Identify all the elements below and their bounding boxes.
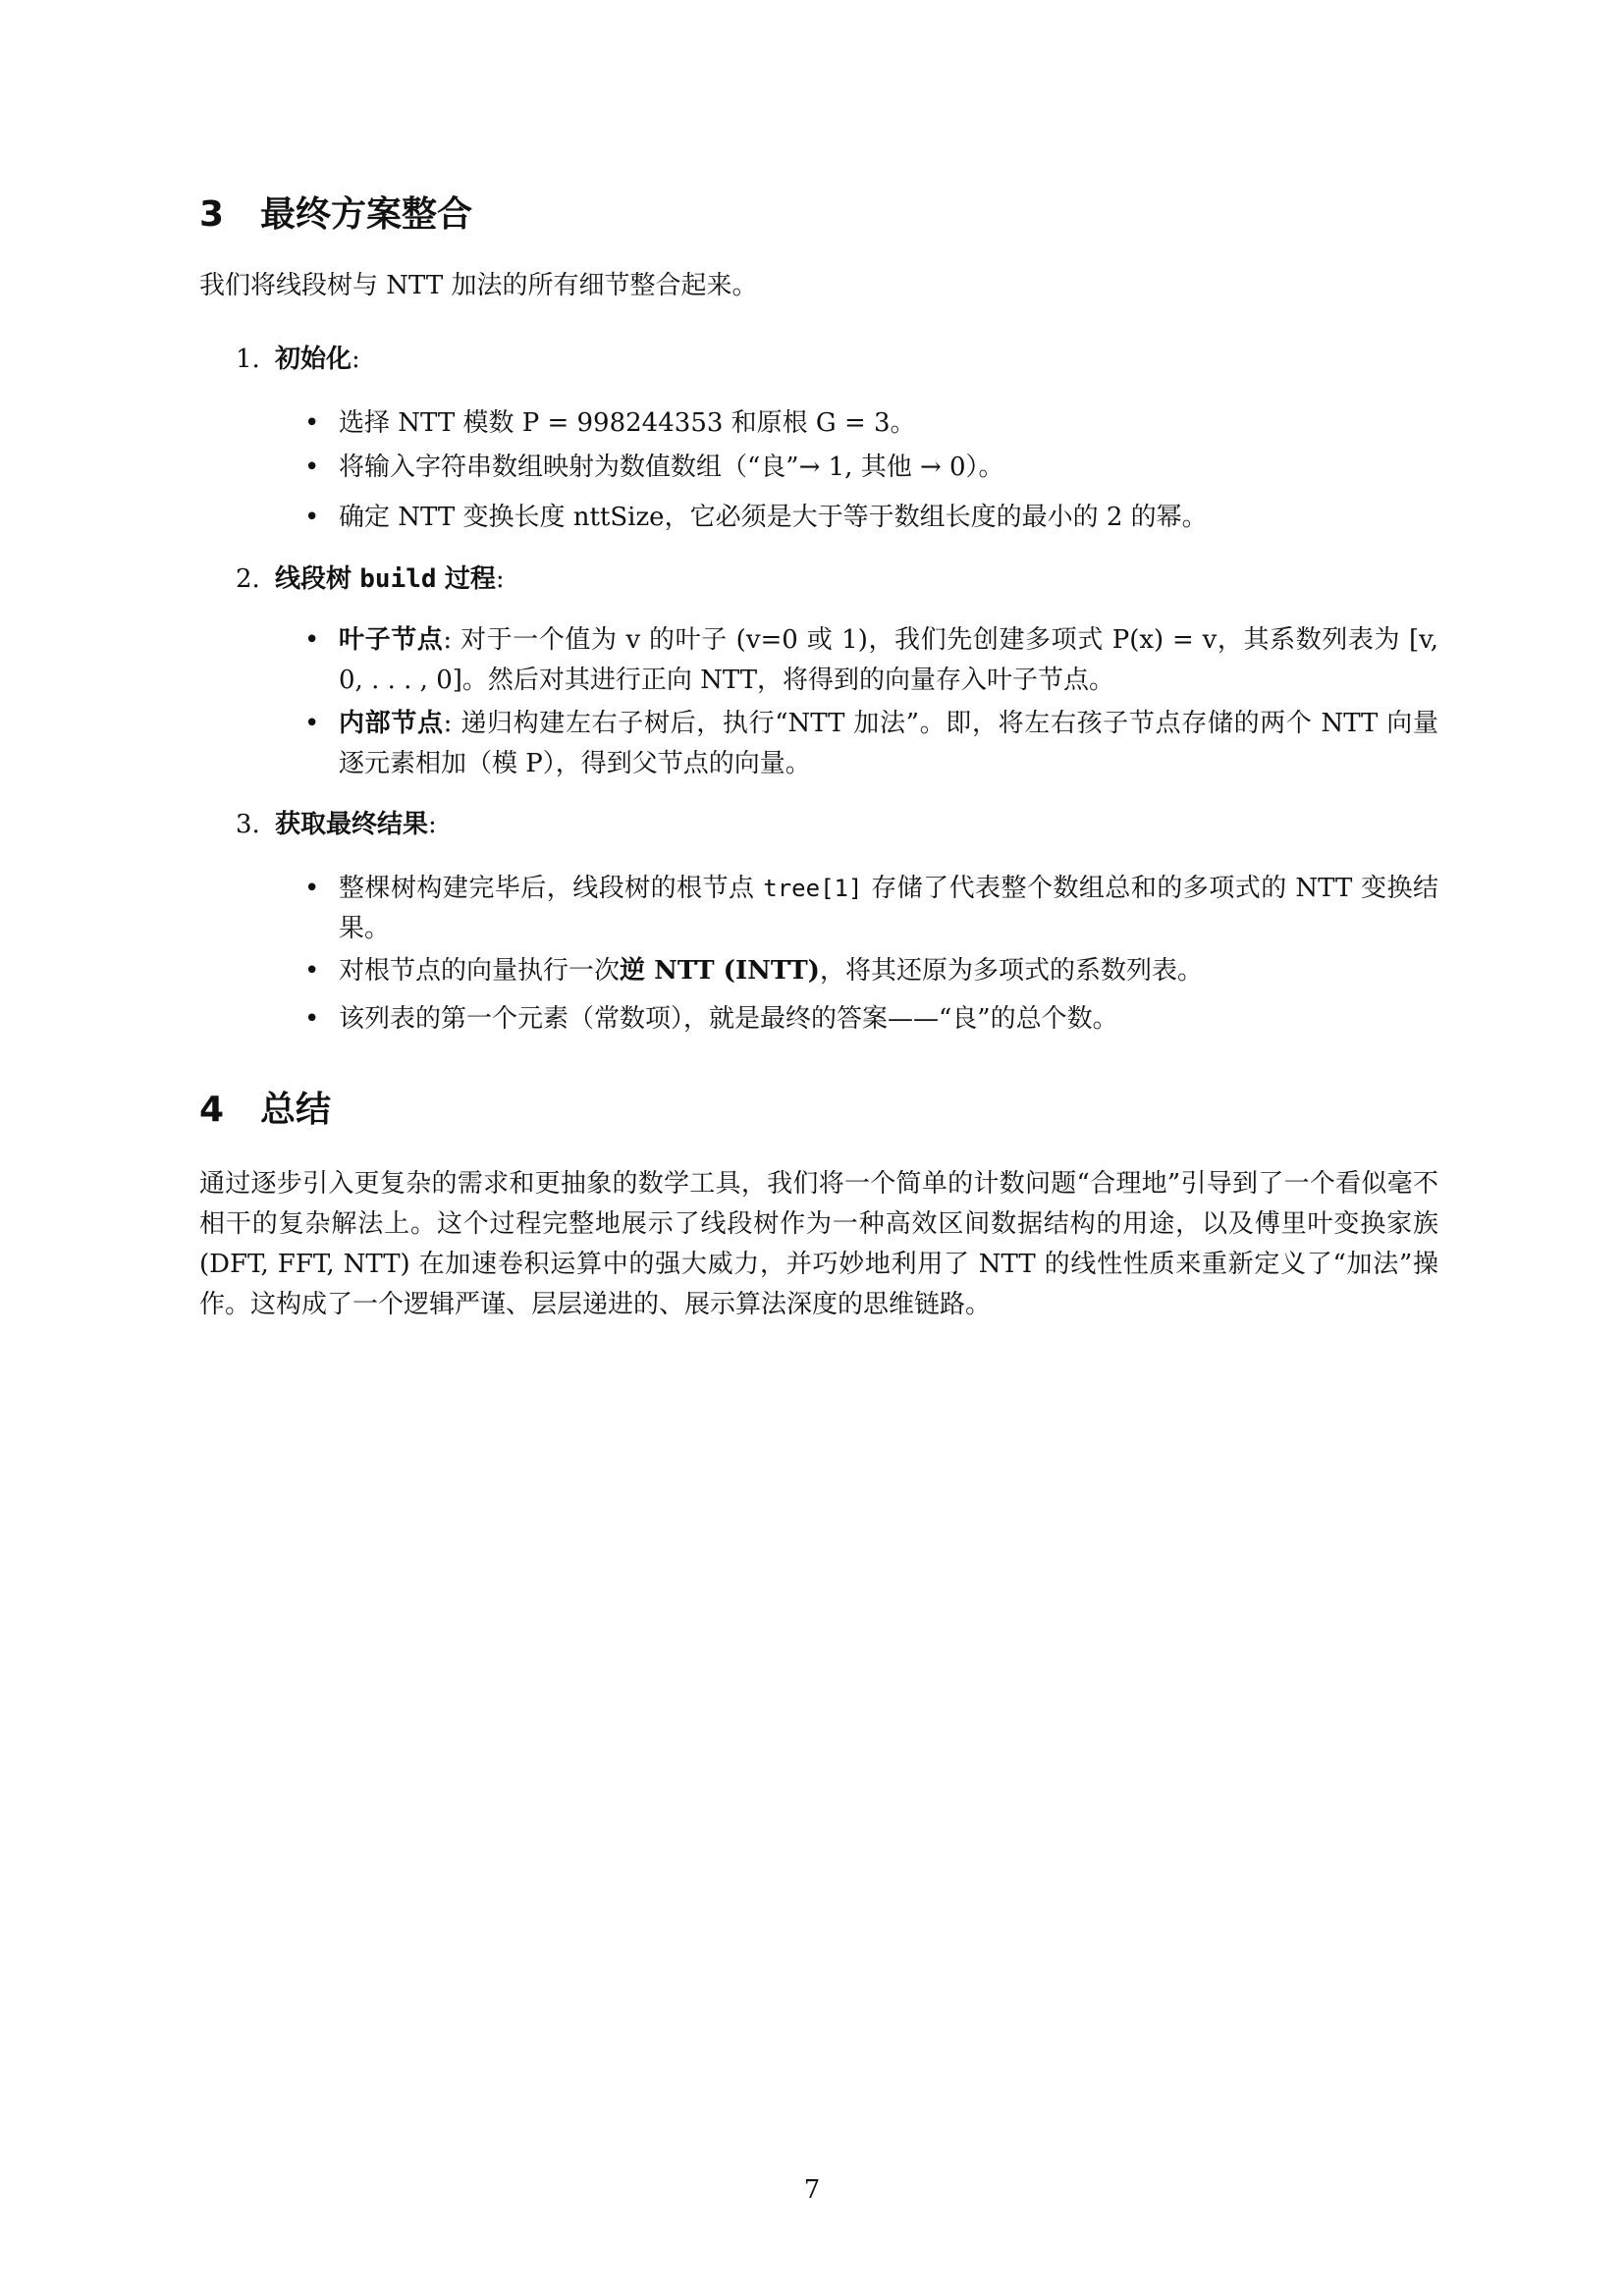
bullet-intt (339, 951, 1438, 991)
bullet-internal-node (339, 704, 1438, 784)
list-item-3-title: 获取最终结果 (275, 810, 429, 839)
bullet-intt-before: 对根节点的向量执行一次 (339, 956, 621, 986)
bullet-root-result-before: 整棵树构建完毕后，线段树的根节点 (339, 874, 764, 903)
list-item-3-colon: : (428, 810, 437, 839)
bullet-mapping: • 将输入字符串数组映射为数值数组（“良”→ 1, 其他 → 0）。 (339, 448, 1438, 488)
bullet-internal-node-label: 内部节点 (339, 709, 444, 738)
section-4-heading (199, 1089, 331, 1132)
list-item-1-title: 初始化 (275, 345, 352, 374)
list-item-3-heading (236, 805, 1434, 844)
section-4-body: 通过逐步引入更复杂的需求和更抽象的数学工具，我们将一个简单的计数问题“合理地”引导到了一个看似毫不相干的复杂解法上。这个过程完整地展示了线段树作为一种高效区间数据结构的用途，以及傅里叶变换家族 (DFT, FFT, NTT) 在加速卷积运算中的强大威力，并巧妙地利用了 NTT 的线性性质来重新定义了“加法”操作。这构成了一个逻辑严谨、层层递进的、展示算法深度的思维链路。 (199, 1169, 1438, 1319)
bullet-final-answer: • 该列表的第一个元素（常数项），就是最终的答案——“良”的总个数。 (339, 999, 1438, 1040)
section-3-intro: 我们将线段树与 NTT 加法的所有细节整合起来。 (199, 271, 758, 300)
bullet-root-result-after: 存储了代表整个数组总和的多项式的 NTT 变换结果。 (339, 874, 1439, 943)
section-4-title: 总结 (260, 1090, 332, 1130)
list-item-1-heading (236, 340, 1434, 379)
list-item-1-number: 1. (236, 345, 260, 374)
bullet-modulus: • 选择 NTT 模数 P = 998244353 和原根 G = 3。 (339, 403, 1438, 444)
bullet-root-result-code: tree[1] (763, 875, 863, 902)
bullet-leaf-node-text: : 对于一个值为 v 的叶子 (v=0 或 1)，我们先创建多项式 P(x) = v，其系数列表为 [v, 0, . . . , 0]。然后对其进行正向 NTT，将得到的向量存入叶子节点。 (339, 625, 1438, 695)
list-item-1-colon: : (352, 345, 360, 374)
bullet-ntt-size: • 确定 NTT 变换长度 nttSize，它必须是大于等于数组长度的最小的 2 的幂。 (339, 498, 1438, 538)
list-item-2-title: 线段树 (275, 564, 352, 594)
bullet-leaf-node-label: 叶子节点 (339, 625, 444, 655)
bullet-internal-node-text: : 递归构建左右子树后，执行“NTT 加法”。即，将左右孩子节点存储的两个 NTT 向量逐元素相加（模 P），得到父节点的向量。 (339, 709, 1438, 778)
list-item-2-code: build (359, 564, 437, 594)
bullet-intt-bold-cjk: 逆 (620, 956, 646, 986)
section-3-heading (199, 193, 472, 237)
section-3-number: 3 (199, 194, 225, 235)
section-4-number: 4 (199, 1090, 225, 1130)
list-item-2-title-after: 过程 (444, 564, 496, 594)
list-item-2-heading (236, 560, 1434, 599)
list-item-2-number: 2. (236, 564, 260, 594)
list-item-3-number: 3. (236, 810, 260, 839)
section-3-title: 最终方案整合 (260, 194, 473, 235)
page-number: 7 (803, 2175, 821, 2205)
bullet-intt-after: ，将其还原为多项式的系数列表。 (819, 956, 1203, 986)
bullet-leaf-node (339, 620, 1438, 701)
bullet-root-result (339, 869, 1438, 949)
bullet-intt-bold: NTT (INTT) (645, 956, 820, 986)
list-item-2-colon: : (495, 564, 505, 594)
